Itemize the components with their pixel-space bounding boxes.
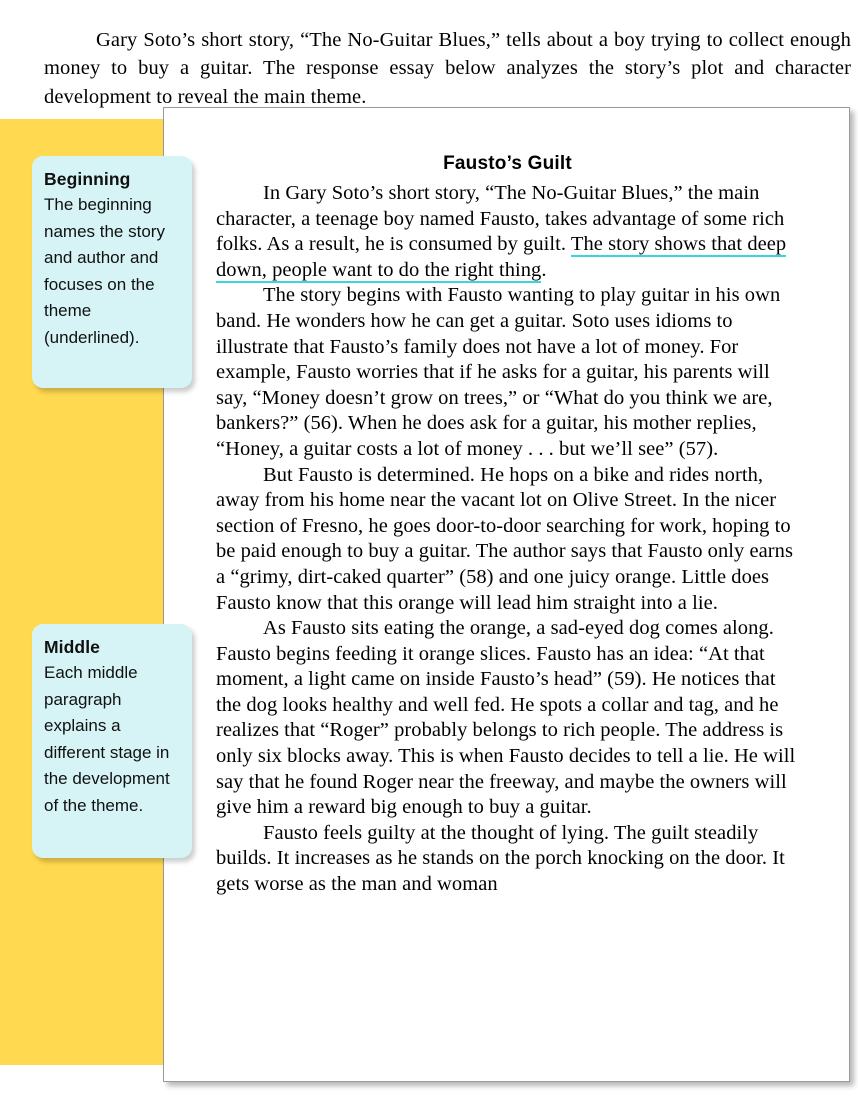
thesis-statement-underlined: The story shows that deep down, people want to do the right thing [216,233,787,281]
essay-content [216,153,799,898]
essay-paragraph-1 [216,181,799,283]
callout-beginning-title: Beginning [44,169,131,189]
essay-paragraph-2: The story begins with Fausto wanting to play guitar in his own band. He wonders how he can get a guitar. Soto uses idioms to illustrate that Fausto’s family does not have a lot of money. For example, Fausto worries that if he asks for a guitar, his parents will say, “Money doesn’t grow on trees,” or “What do you think we are, bankers?” (56). When he does ask for a guitar, his mother replies, “Honey, a guitar costs a lot of money . . . but we’ll see” (57). [216,284,781,460]
callout-middle [32,624,192,858]
essay-page [163,107,850,1082]
essay-paragraph-4: As Fausto sits eating the orange, a sad-eyed dog comes along. Fausto begins feeding it orange slices. Fausto has an idea: “At that moment, a light came on inside Fausto’s head” (59). He notices that the dog looks healthy and well fed. He spots a collar and tag, and he realizes that “Roger” probably belongs to rich people. The address is only six blocks away. This is when Fausto decides to tell a lie. He will say that he found Roger near the freeway, and maybe the owners will give him a reward big enough to buy a guitar. [216,617,796,819]
callout-beginning-body: The beginning names the story and author and focuses on the theme (underlined). [44,195,165,347]
callout-middle-body: Each middle paragraph explains a different stage in the development of the theme. [44,663,170,815]
intro-paragraph: Gary Soto’s short story, “The No-Guitar Blues,” tells about a boy trying to collect enough money to buy a guitar. The response essay below analyzes the story’s plot and character development to reveal the main theme. [44,28,851,108]
essay-paragraph-5: Fausto feels guilty at the thought of lying. The guilt steadily builds. It increases as he stands on the porch knocking on the door. It gets worse as the man and woman [216,821,785,896]
callout-middle-title: Middle [44,637,101,657]
essay-title: Fausto’s Guilt [443,153,572,174]
callout-beginning [32,156,192,388]
essay-paragraph-3: But Fausto is determined. He hops on a bike and rides north, away from his home near the vacant lot on Olive Street. In the nicer section of Fresno, he goes door-to-door searching for work, hoping to be paid enough to buy a guitar. The author says that Fausto only earns a “grimy, dirt-caked quarter” (58) and one juicy orange. Little does Fausto know that this orange will lead him straight into a lie. [216,463,794,614]
paragraph-1-tail: . [541,258,547,281]
paragraph-1-lead: In Gary Soto’s short story, “The No-Guitar Blues,” the main character, a teenage boy named Fausto, takes advantage of some rich folks. As a result, he is consumed by guilt. [216,182,785,256]
